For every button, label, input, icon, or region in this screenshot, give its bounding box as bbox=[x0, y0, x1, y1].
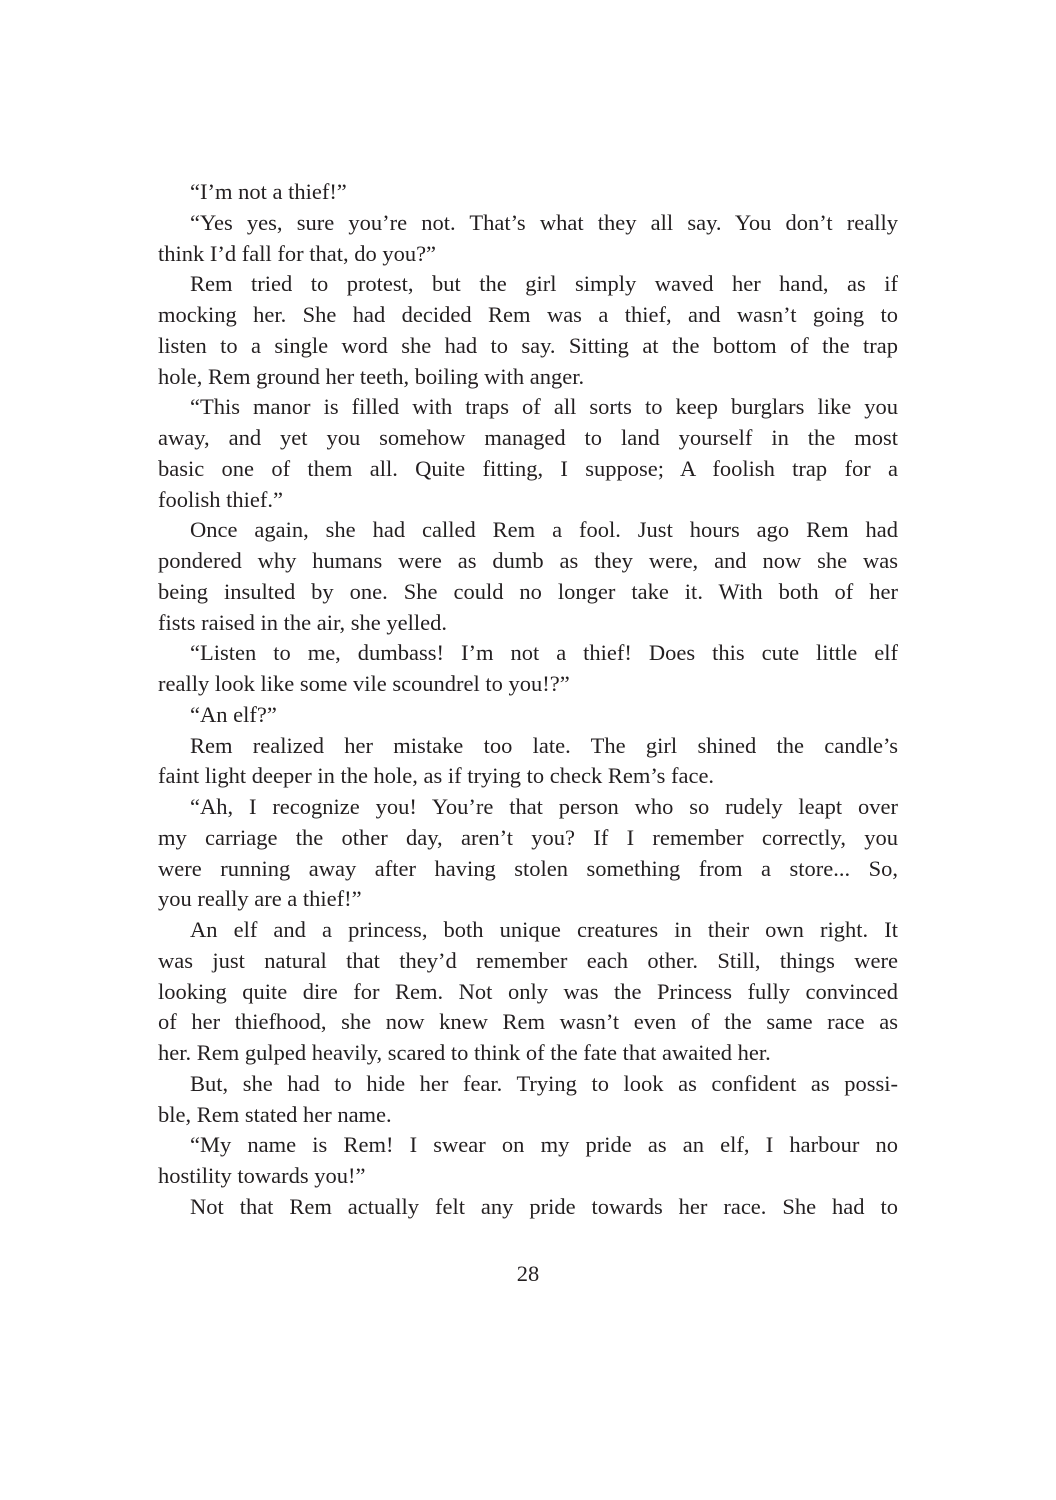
text-line: faint light deeper in the hole, as if trying to check Rem’s face. bbox=[158, 763, 715, 789]
paragraph bbox=[158, 1069, 898, 1131]
paragraph bbox=[158, 269, 898, 392]
paragraph bbox=[158, 208, 898, 270]
paragraph bbox=[158, 792, 898, 915]
text-line: “Yes yes, sure you’re not. That’s what they all say. You don’t really bbox=[190, 209, 898, 235]
page-body-text bbox=[158, 177, 898, 1223]
text-line: away, and yet you somehow managed to land yourself in the most bbox=[158, 425, 898, 450]
text-line: Rem tried to protest, but the girl simply waved her hand, as if bbox=[190, 271, 898, 297]
paragraph bbox=[158, 1130, 898, 1192]
text-line: looking quite dire for Rem. Not only was the Princess fully convinced bbox=[158, 978, 898, 1004]
text-line: listen to a single word she had to say. Sitting at the bottom of the trap bbox=[158, 332, 898, 358]
text-line: her. Rem gulped heavily, scared to think of the fate that awaited her. bbox=[158, 1040, 771, 1065]
text-line: hostility towards you!” bbox=[158, 1163, 366, 1188]
paragraph bbox=[158, 915, 898, 1069]
text-line: were running away after having stolen something from a store... So, bbox=[158, 855, 898, 881]
paragraph bbox=[158, 515, 898, 638]
page-number: 28 bbox=[516, 1261, 540, 1286]
text-line: hole, Rem ground her teeth, boiling with anger. bbox=[158, 363, 585, 389]
text-line: my carriage the other day, aren’t you? If I remember correctly, you bbox=[158, 824, 898, 850]
text-line: basic one of them all. Quite fitting, I suppose; A foolish trap for a bbox=[158, 455, 898, 481]
text-line: An elf and a princess, both unique creatures in their own right. It bbox=[190, 917, 898, 942]
paragraph bbox=[158, 392, 898, 515]
text-line: “My name is Rem! I swear on my pride as an elf, I harbour no bbox=[190, 1132, 898, 1158]
paragraph bbox=[158, 177, 898, 208]
text-line: pondered why humans were as dumb as they were, and now she was bbox=[158, 548, 898, 573]
text-line: fists raised in the air, she yelled. bbox=[158, 609, 448, 635]
text-line: really look like some vile scoundrel to you!?” bbox=[158, 671, 570, 696]
text-line: “An elf?” bbox=[190, 701, 277, 727]
paragraph bbox=[158, 731, 898, 793]
paragraph bbox=[158, 638, 898, 700]
text-line: But, she had to hide her fear. Trying to look as confident as possi- bbox=[190, 1070, 898, 1096]
paragraph bbox=[158, 700, 898, 731]
text-line: was just natural that they’d remember each other. Still, things were bbox=[158, 947, 898, 973]
text-line: being insulted by one. She could no longer take it. With both of her bbox=[158, 578, 898, 604]
text-line: you really are a thief!” bbox=[158, 886, 362, 912]
text-line: Once again, she had called Rem a fool. Just hours ago Rem had bbox=[190, 517, 898, 543]
text-line: “Listen to me, dumbass! I’m not a thief! Does this cute little elf bbox=[190, 640, 898, 666]
text-line: of her thiefhood, she now knew Rem wasn’t even of the same race as bbox=[158, 1009, 898, 1035]
text-line: “I’m not a thief!” bbox=[190, 179, 347, 204]
text-line: mocking her. She had decided Rem was a thief, and wasn’t going to bbox=[158, 302, 898, 327]
text-line: foolish thief.” bbox=[158, 486, 283, 512]
text-line: ble, Rem stated her name. bbox=[158, 1101, 392, 1127]
text-line: think I’d fall for that, do you?” bbox=[158, 240, 437, 266]
text-line: “This manor is filled with traps of all sorts to keep burglars like you bbox=[190, 394, 898, 420]
paragraph bbox=[158, 1192, 898, 1223]
text-line: “Ah, I recognize you! You’re that person who so rudely leapt over bbox=[190, 794, 898, 819]
text-line: Rem realized her mistake too late. The girl shined the candle’s bbox=[190, 732, 898, 758]
text-line: Not that Rem actually felt any pride towards her race. She had to bbox=[190, 1193, 898, 1219]
